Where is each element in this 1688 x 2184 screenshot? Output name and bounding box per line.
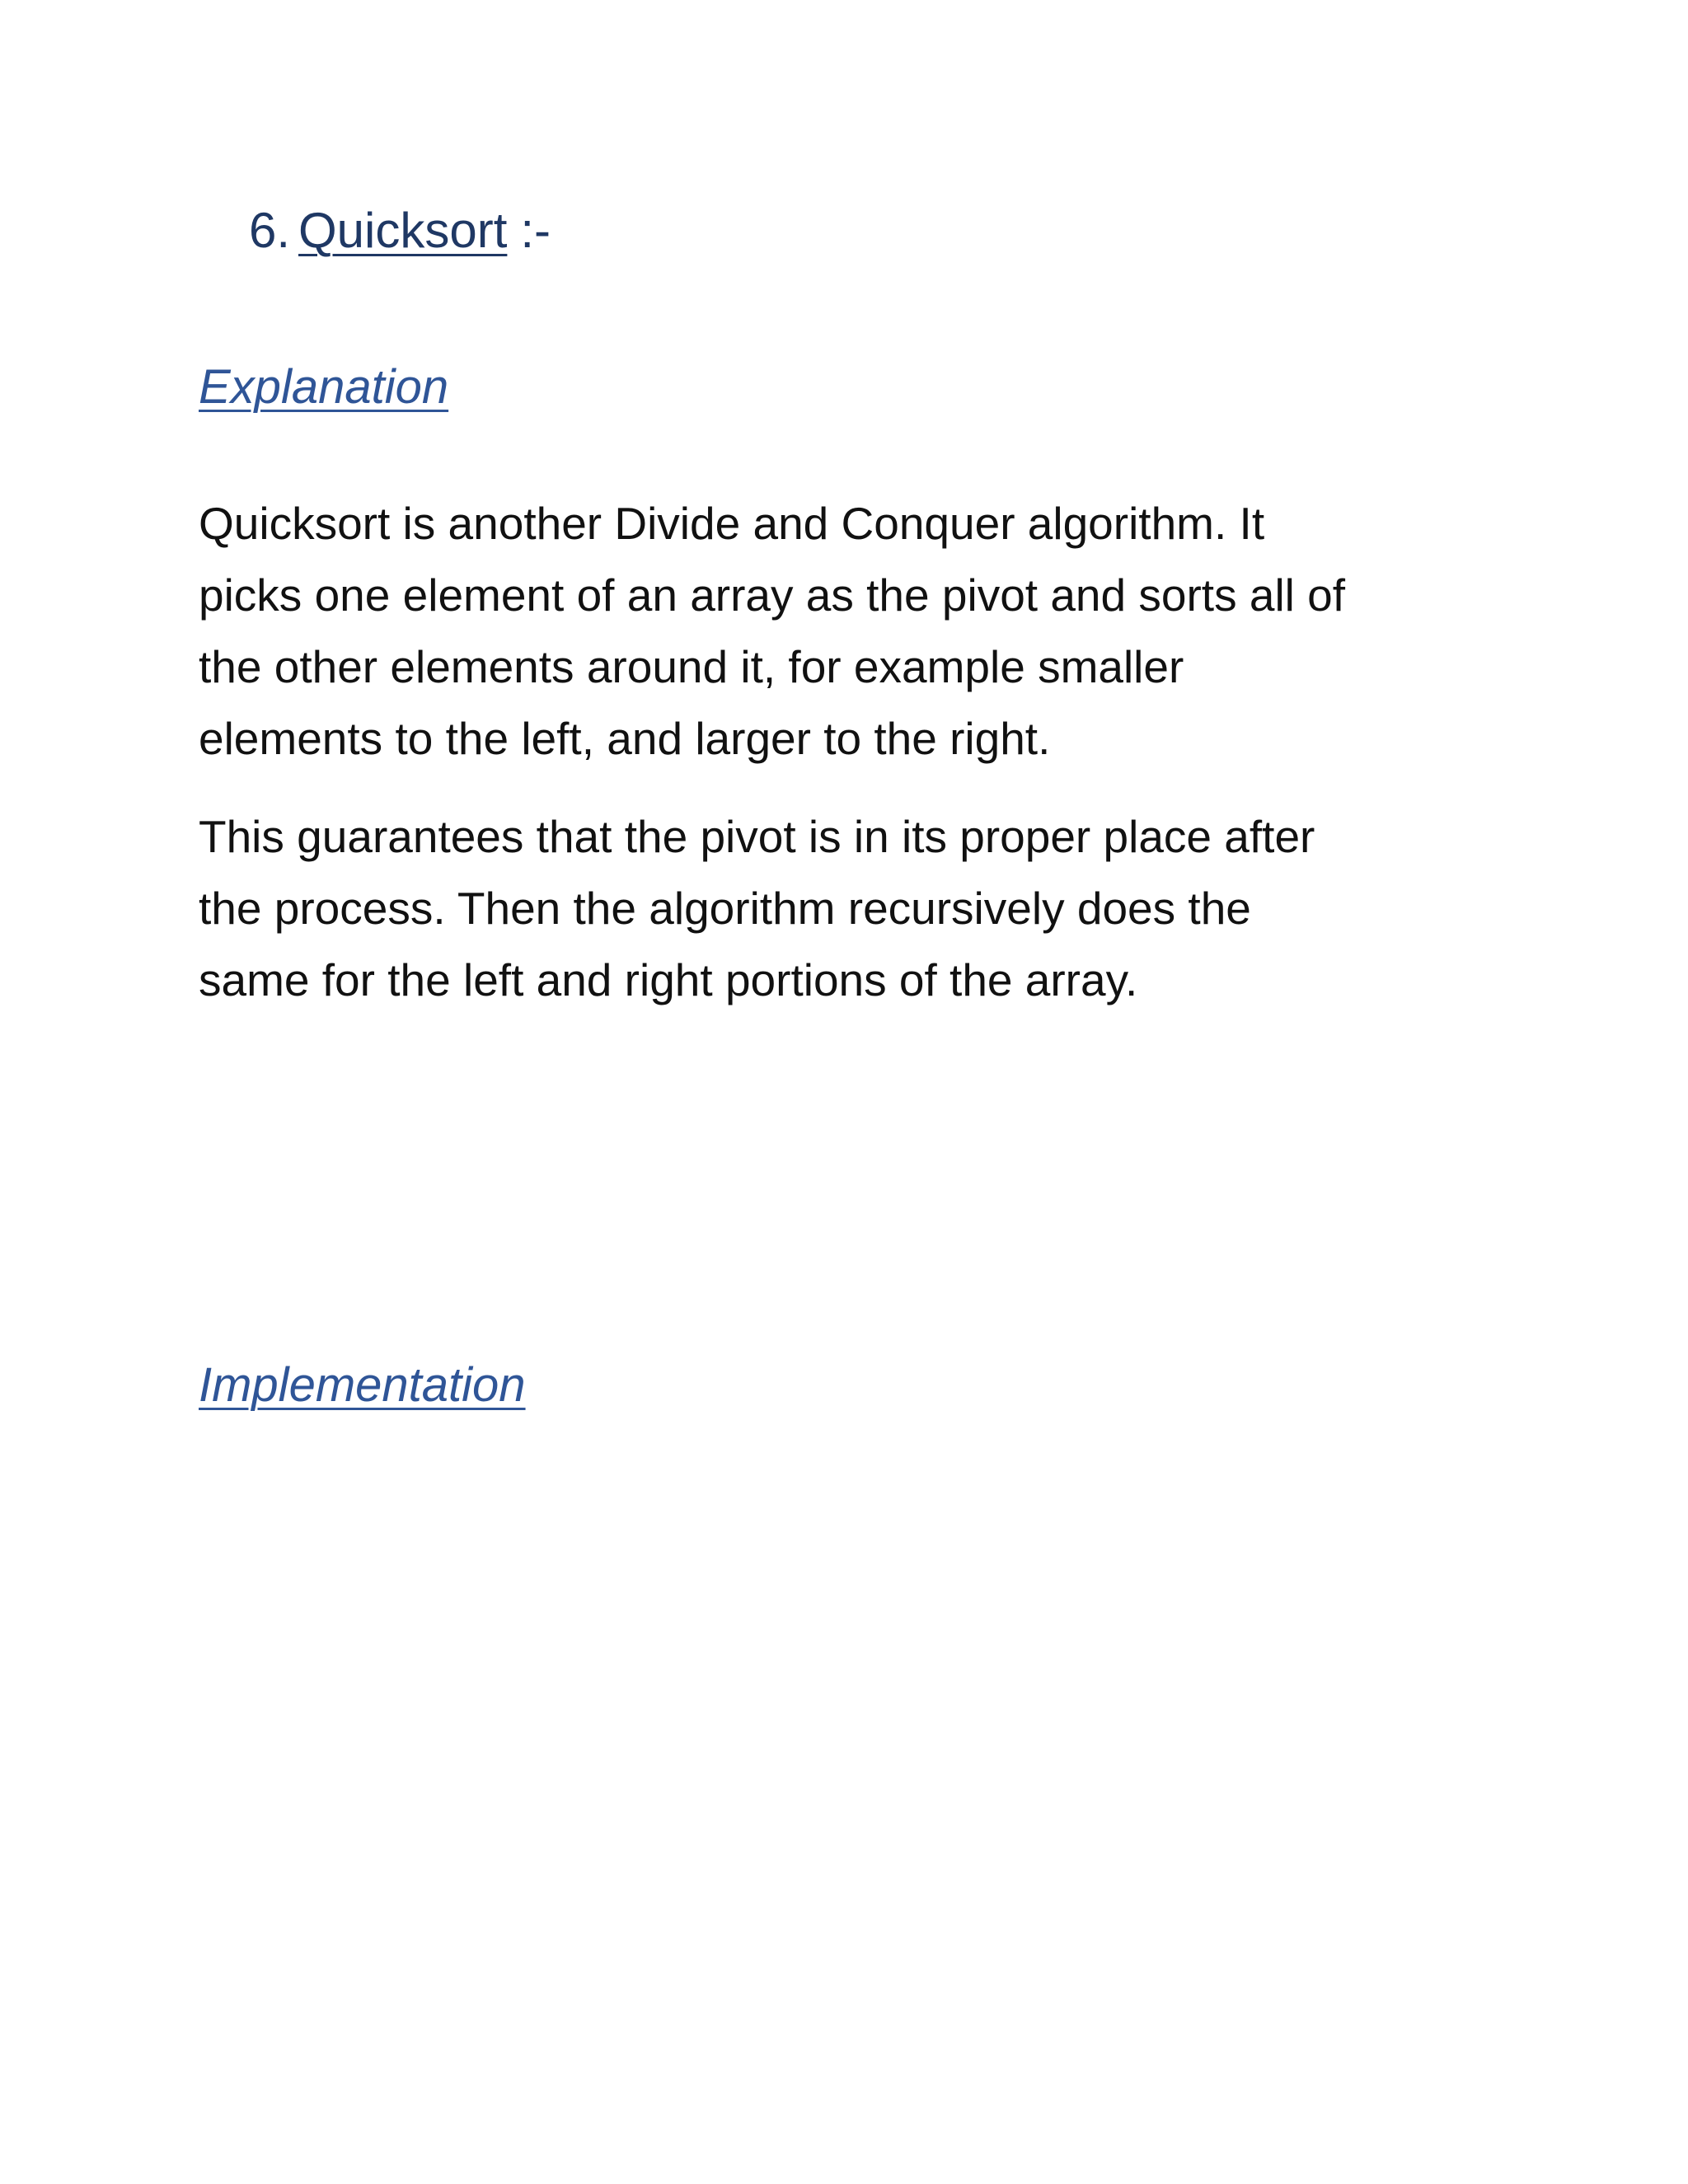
paragraph-line: the process. Then the algorithm recursively does the	[199, 883, 1251, 934]
paragraph-2	[199, 801, 1517, 1016]
paragraph-line: elements to the left, and larger to the right.	[199, 713, 1051, 764]
heading-title: Quicksort	[298, 203, 508, 258]
heading-suffix: :-	[520, 203, 551, 258]
explanation-label: Explanation	[199, 360, 449, 414]
paragraph-line: Quicksort is another Divide and Conquer algorithm. It	[199, 498, 1265, 549]
section-heading	[249, 198, 551, 264]
paragraph-line: the other elements around it, for example smaller	[199, 641, 1184, 692]
paragraph-line: same for the left and right portions of the array.	[199, 954, 1138, 1005]
paragraph-1	[199, 488, 1517, 775]
heading-number: 6.	[249, 203, 291, 258]
paragraph-line: This guarantees that the pivot is in its proper place after	[199, 811, 1315, 862]
implementation-label: Implementation	[199, 1358, 526, 1412]
paragraph-line: picks one element of an array as the pivot and sorts all of	[199, 569, 1346, 621]
